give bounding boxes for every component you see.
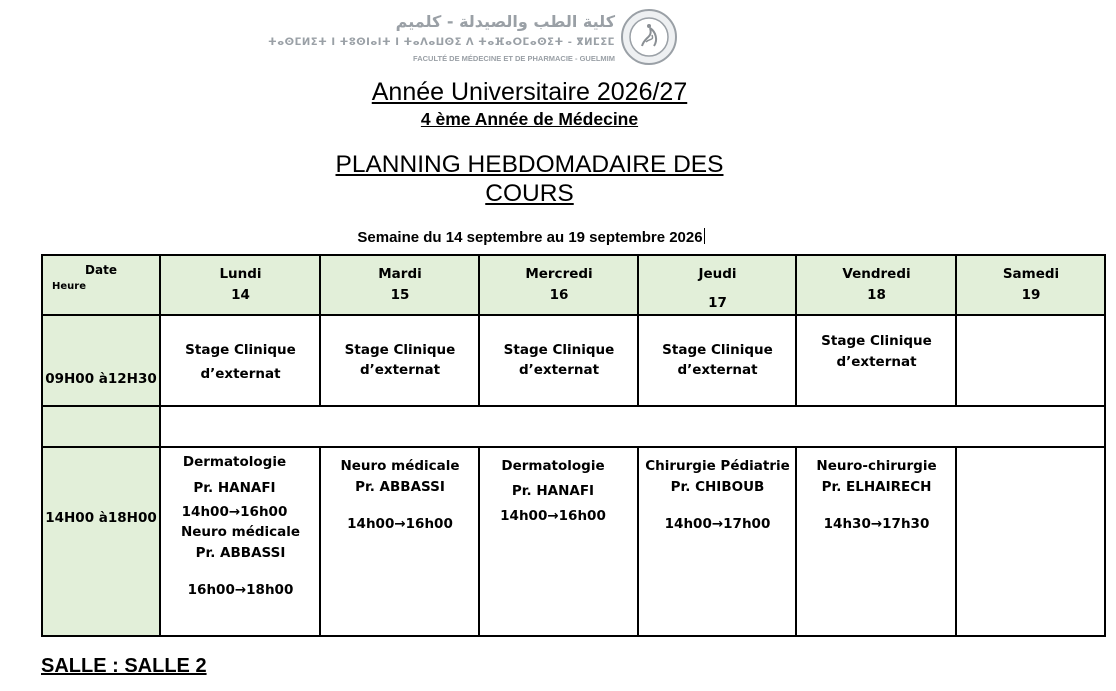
course-time: 16h00→18h00 (187, 582, 294, 598)
course-time: 14h00→16h00 (181, 504, 288, 520)
course-title: Dermatologie (182, 454, 287, 470)
course-professor: Pr. ABBASSI (355, 479, 445, 495)
course-professor: Pr. HANAFI (193, 480, 276, 496)
course-professor: Pr. ABBASSI (195, 545, 286, 561)
time-column-bg-morning (42, 316, 160, 406)
logo-tifinagh-text: ⵜⴰⵙⵎⵍⵉⵜ ⵏ ⵜⵓⵙⵏⴰⵏⵜ ⵏ ⵜⴰⴷⴰⵡⵙⵉ ⴷ ⵜⴰⴼⴰⵔⵎⴰⵙⵉⵜ - ⴳⵍⵎⵉⵎ (268, 37, 615, 48)
afternoon-cell-samedi (957, 448, 1105, 635)
course-subtitle: d’externat (836, 354, 917, 370)
course-title: Neuro-chirurgie (816, 458, 937, 474)
day-header-samedi (957, 264, 1105, 306)
course-professor: Pr. HANAFI (511, 483, 595, 499)
morning-cell-mardi (321, 316, 479, 405)
time-slot-morning (42, 371, 160, 387)
afternoon-cell-jeudi (639, 448, 796, 635)
afternoon-cell-mercredi (480, 448, 638, 635)
time-slot-label: 09H00 à12H30 (45, 371, 157, 387)
week-range-text: Semaine du 14 septembre au 19 septembre 2026 (357, 229, 703, 246)
course-title: Stage Clinique (662, 342, 773, 358)
course-title: Stage Clinique (503, 342, 615, 358)
afternoon-cell-vendredi (797, 448, 956, 635)
planning-title-line2: COURS (485, 180, 574, 207)
course-subtitle: d’externat (518, 362, 600, 378)
day-name: Jeudi (698, 266, 737, 282)
corner-header (42, 256, 160, 314)
course-subtitle: d’externat (200, 366, 281, 382)
course-subtitle: d’externat (359, 362, 441, 378)
time-column-bg-afternoon (42, 448, 160, 636)
day-number: 18 (867, 287, 886, 303)
study-level-subtitle: 4 ème Année de Médecine (420, 109, 639, 129)
day-number: 16 (549, 287, 569, 303)
course-title: Neuro médicale (340, 458, 460, 474)
time-slot-afternoon (42, 510, 160, 526)
course-professor: Pr. ELHAIRECH (821, 479, 932, 495)
course-title: Chirurgie Pédiatrie (645, 458, 790, 474)
day-name: Lundi (219, 266, 262, 282)
grid-line (41, 635, 1106, 637)
day-name: Mardi (378, 266, 422, 282)
course-time: 14h00→16h00 (347, 516, 453, 532)
course-professor: Pr. CHIBOUB (670, 479, 765, 495)
course-title: Stage Clinique (821, 333, 932, 349)
morning-cell-lundi (161, 316, 320, 405)
course-title: Dermatologie (501, 458, 605, 474)
day-number: 15 (390, 287, 410, 303)
corner-heure-label: Heure (52, 281, 86, 292)
morning-cell-samedi (957, 316, 1105, 405)
day-header-jeudi (639, 264, 796, 314)
day-header-vendredi (797, 264, 956, 306)
logo-french-text: FACULTÉ DE MÉDECINE ET DE PHARMACIE - GUELMIM (413, 54, 615, 63)
day-name: Samedi (1002, 266, 1060, 282)
morning-cell-mercredi (480, 316, 638, 405)
grid-line (41, 405, 1106, 407)
course-time: 14h00→16h00 (500, 508, 606, 524)
course-title: Stage Clinique (185, 342, 296, 358)
course-title: Neuro médicale (180, 524, 301, 540)
afternoon-cell-mardi (321, 448, 479, 635)
day-name: Vendredi (842, 266, 911, 282)
day-header-mercredi (480, 264, 638, 306)
corner-date-label: Date (85, 263, 117, 277)
course-time: 14h00→17h00 (664, 516, 771, 532)
day-number: 19 (1021, 287, 1041, 303)
afternoon-cell-lundi (161, 448, 320, 635)
logo-arabic-text: كلية الطب والصيدلة - كلميم (395, 12, 615, 31)
course-subtitle: d’externat (677, 362, 758, 378)
morning-cell-vendredi (797, 316, 956, 405)
course-time: 14h30→17h30 (823, 516, 930, 532)
time-column-bg-break (42, 407, 160, 447)
room-label: SALLE : SALLE 2 (41, 655, 207, 677)
day-header-mardi (321, 264, 479, 306)
academic-year-title: Année Universitaire 2026/27 (371, 78, 688, 106)
planning-title-line1: PLANNING HEBDOMADAIRE DES (335, 151, 724, 178)
day-header-lundi (161, 264, 320, 306)
grid-line (41, 254, 1106, 256)
day-name: Mercredi (525, 266, 593, 282)
day-number: 14 (231, 287, 250, 303)
time-slot-label: 14H00 à18H00 (45, 510, 157, 526)
course-title: Stage Clinique (344, 342, 456, 358)
morning-cell-jeudi (639, 316, 796, 405)
day-number: 17 (708, 295, 727, 311)
